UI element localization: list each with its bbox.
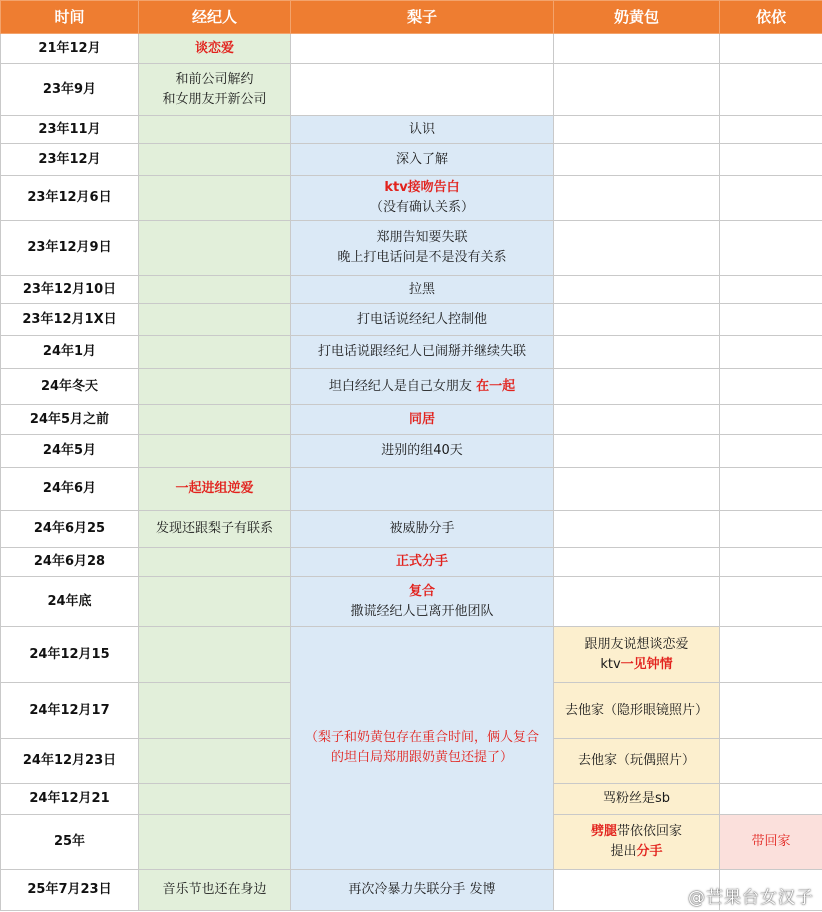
header-time: 时间 xyxy=(1,1,139,34)
date-cell: 24年5月之前 xyxy=(1,405,139,435)
agent-cell xyxy=(139,336,291,369)
yiyi-cell xyxy=(720,304,822,336)
date-cell: 24年底 xyxy=(1,577,139,627)
naihuangbao-cell xyxy=(554,221,720,276)
header-row xyxy=(1,1,822,34)
header-naihuangbao: 奶黄包 xyxy=(554,1,720,34)
nhb-text: ktv xyxy=(600,656,621,672)
yiyi-cell xyxy=(720,34,822,64)
table-row xyxy=(1,468,822,511)
naihuangbao-cell xyxy=(554,276,720,304)
table-row xyxy=(1,405,822,435)
date-cell: 24年1月 xyxy=(1,336,139,369)
naihuangbao-cell xyxy=(554,34,720,64)
agent-cell xyxy=(139,435,291,468)
pear-cell xyxy=(291,548,554,577)
date-cell: 24年12月15 xyxy=(1,627,139,683)
agent-cell: 音乐节也还在身边 xyxy=(139,870,291,911)
pear-cell: 打电话说经纪人控制他 xyxy=(291,304,554,336)
agent-text: 一起进组逆爱 xyxy=(175,481,254,496)
agent-cell xyxy=(139,221,291,276)
naihuangbao-cell xyxy=(554,116,720,144)
naihuangbao-cell xyxy=(554,176,720,221)
pear-text-line1: 复合 xyxy=(408,583,435,599)
yiyi-cell xyxy=(720,176,822,221)
table-row xyxy=(1,221,822,276)
pear-cell: 被威胁分手 xyxy=(291,511,554,548)
agent-cell xyxy=(139,683,291,739)
agent-text: 谈恋爱 xyxy=(194,40,234,56)
pear-text-line2: 撒谎经纪人已离开他团队 xyxy=(350,603,494,619)
table-row xyxy=(1,276,822,304)
date-cell: 24年6月25 xyxy=(1,511,139,548)
pear-cell: 打电话说跟经纪人已闹掰并继续失联 xyxy=(291,336,554,369)
pear-text-line1: ktv接吻告白 xyxy=(384,180,460,195)
nhb-text: 提出 xyxy=(610,844,637,859)
yiyi-text: 带回家 xyxy=(751,834,791,849)
agent-cell xyxy=(139,548,291,577)
pear-cell xyxy=(291,221,554,276)
yiyi-cell xyxy=(720,435,822,468)
yiyi-cell xyxy=(720,739,822,784)
date-cell: 23年11月 xyxy=(1,116,139,144)
header-yiyi: 依依 xyxy=(720,1,822,34)
naihuangbao-cell xyxy=(554,405,720,435)
yiyi-cell xyxy=(720,784,822,815)
nhb-text: 带依依回家 xyxy=(617,824,683,839)
pear-cell: 进别的组40天 xyxy=(291,435,554,468)
yiyi-cell xyxy=(720,221,822,276)
nhb-text-line1: 跟朋友说想谈恋爱 xyxy=(584,636,689,652)
naihuangbao-cell xyxy=(554,548,720,577)
table-row xyxy=(1,577,822,627)
naihuangbao-cell xyxy=(554,511,720,548)
agent-cell xyxy=(139,627,291,683)
nhb-text-line2 xyxy=(558,842,715,862)
nhb-highlight: 劈腿 xyxy=(590,824,617,839)
naihuangbao-cell xyxy=(554,304,720,336)
pear-cell: 再次冷暴力失联分手 发博 xyxy=(291,870,554,911)
naihuangbao-cell xyxy=(554,64,720,116)
date-cell: 23年12月1X日 xyxy=(1,304,139,336)
date-cell: 24年冬天 xyxy=(1,369,139,405)
pear-cell xyxy=(291,176,554,221)
date-cell: 24年12月23日 xyxy=(1,739,139,784)
pear-text: 同居 xyxy=(408,411,435,427)
agent-cell xyxy=(139,144,291,176)
nhb-text-line1 xyxy=(558,822,715,842)
date-cell: 25年7月23日 xyxy=(1,870,139,911)
header-agent: 经纪人 xyxy=(139,1,291,34)
yiyi-cell xyxy=(720,627,822,683)
table-row xyxy=(1,369,822,405)
naihuangbao-cell: 去他家（玩偶照片） xyxy=(554,739,720,784)
yiyi-cell xyxy=(720,577,822,627)
agent-cell xyxy=(139,369,291,405)
nhb-text-line2 xyxy=(558,655,715,675)
pear-cell xyxy=(291,369,554,405)
pear-text: 坦白经纪人是自己女朋友 xyxy=(328,378,477,394)
agent-cell xyxy=(139,34,291,64)
naihuangbao-cell xyxy=(554,468,720,511)
table-row xyxy=(1,304,822,336)
date-cell: 24年6月28 xyxy=(1,548,139,577)
yiyi-cell xyxy=(720,683,822,739)
yiyi-cell xyxy=(720,468,822,511)
date-cell: 24年6月 xyxy=(1,468,139,511)
table-row xyxy=(1,144,822,176)
table-row xyxy=(1,336,822,369)
naihuangbao-cell xyxy=(554,577,720,627)
date-cell: 25年 xyxy=(1,815,139,870)
date-cell: 21年12月 xyxy=(1,34,139,64)
pear-text-line2: 晚上打电话问是不是没有关系 xyxy=(337,250,507,265)
pear-cell xyxy=(291,468,554,511)
yiyi-cell xyxy=(720,144,822,176)
agent-cell xyxy=(139,468,291,511)
header-pear: 梨子 xyxy=(291,1,554,34)
pear-cell xyxy=(291,405,554,435)
naihuangbao-cell: 骂粉丝是sb xyxy=(554,784,720,815)
table-row xyxy=(1,176,822,221)
pear-cell: 拉黑 xyxy=(291,276,554,304)
agent-cell xyxy=(139,116,291,144)
naihuangbao-cell xyxy=(554,369,720,405)
naihuangbao-cell: 去他家（隐形眼镜照片） xyxy=(554,683,720,739)
pear-cell: 认识 xyxy=(291,116,554,144)
pear-cell xyxy=(291,34,554,64)
pear-highlight: 在一起 xyxy=(476,378,516,394)
pear-cell xyxy=(291,64,554,116)
agent-cell xyxy=(139,577,291,627)
yiyi-cell xyxy=(720,815,822,870)
watermark-text: @芒果台女汉子 xyxy=(688,888,814,908)
agent-text-line2: 和女朋友开新公司 xyxy=(162,91,267,107)
yiyi-cell xyxy=(720,116,822,144)
agent-cell xyxy=(139,304,291,336)
date-cell: 23年12月 xyxy=(1,144,139,176)
naihuangbao-cell xyxy=(554,144,720,176)
naihuangbao-cell xyxy=(554,815,720,870)
table-row xyxy=(1,34,822,64)
table-row xyxy=(1,435,822,468)
date-cell: 23年12月10日 xyxy=(1,276,139,304)
agent-cell xyxy=(139,739,291,784)
yiyi-cell xyxy=(720,369,822,405)
agent-cell xyxy=(139,276,291,304)
naihuangbao-cell xyxy=(554,336,720,369)
date-cell: 23年12月9日 xyxy=(1,221,139,276)
yiyi-cell xyxy=(720,336,822,369)
pear-note-line1: （梨子和奶黄包存在重合时间，俩人复合 xyxy=(304,730,539,745)
naihuangbao-cell xyxy=(554,627,720,683)
pear-text-line2: （没有确认关系） xyxy=(369,200,474,215)
table-row xyxy=(1,64,822,116)
pear-text: 正式分手 xyxy=(395,554,448,569)
agent-cell xyxy=(139,815,291,870)
date-cell: 23年9月 xyxy=(1,64,139,116)
nhb-highlight: 一见钟情 xyxy=(620,656,673,672)
table-row xyxy=(1,627,822,683)
agent-cell xyxy=(139,784,291,815)
weibo-logo-icon xyxy=(662,889,684,905)
yiyi-cell xyxy=(720,276,822,304)
table-row xyxy=(1,116,822,144)
date-cell: 24年12月17 xyxy=(1,683,139,739)
pear-text-line1: 郑朋告知要失联 xyxy=(376,230,468,245)
yiyi-cell xyxy=(720,405,822,435)
agent-cell xyxy=(139,64,291,116)
agent-text-line1: 和前公司解约 xyxy=(175,71,254,87)
pear-note-line2: 的坦白局郑朋跟奶黄包还提了） xyxy=(330,750,513,765)
pear-cell: 深入了解 xyxy=(291,144,554,176)
agent-cell xyxy=(139,405,291,435)
pear-merged-cell xyxy=(291,627,554,870)
agent-cell: 发现还跟梨子有联系 xyxy=(139,511,291,548)
date-cell: 24年5月 xyxy=(1,435,139,468)
agent-cell xyxy=(139,176,291,221)
date-cell: 24年12月21 xyxy=(1,784,139,815)
pear-cell xyxy=(291,577,554,627)
yiyi-cell xyxy=(720,64,822,116)
table-row xyxy=(1,511,822,548)
yiyi-cell xyxy=(720,511,822,548)
yiyi-cell xyxy=(720,548,822,577)
naihuangbao-cell xyxy=(554,435,720,468)
table-row xyxy=(1,548,822,577)
nhb-highlight: 分手 xyxy=(636,844,663,859)
date-cell: 23年12月6日 xyxy=(1,176,139,221)
watermark xyxy=(662,883,814,908)
